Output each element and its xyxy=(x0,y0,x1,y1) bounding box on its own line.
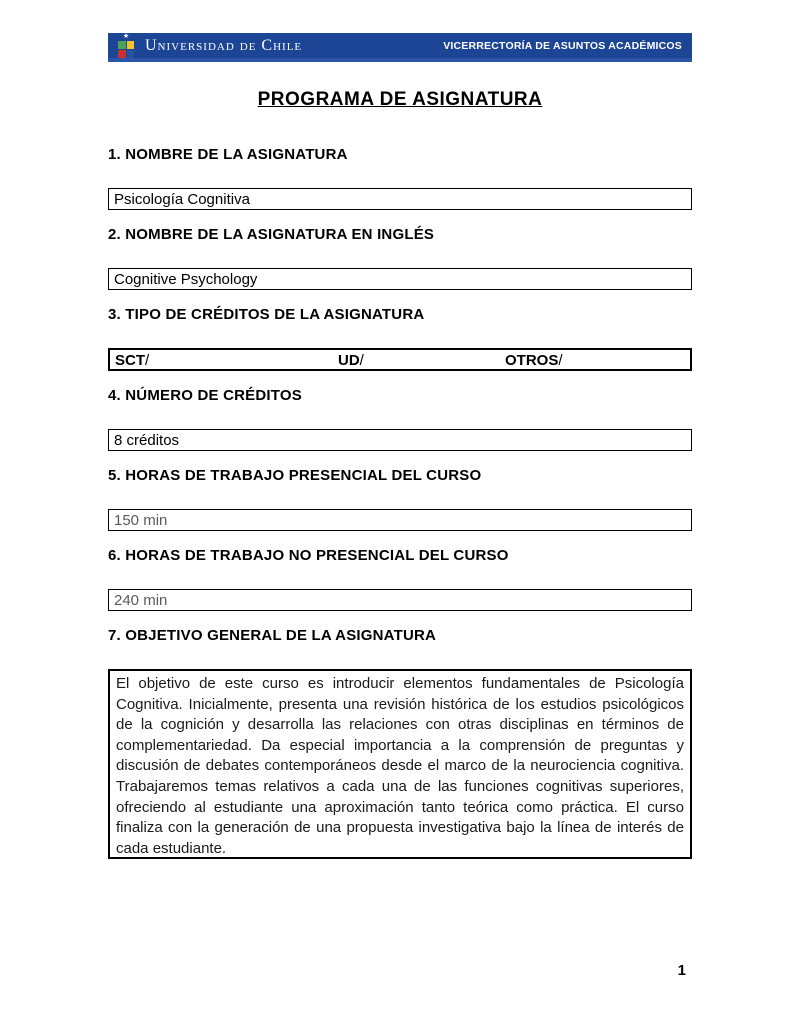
header-bar xyxy=(108,33,692,62)
section-7-heading: 7. OBJETIVO GENERAL DE LA ASIGNATURA xyxy=(108,627,437,644)
crest-quadrants-icon xyxy=(118,41,134,58)
page-number: 1 xyxy=(677,962,686,979)
page-content xyxy=(108,33,692,859)
section-3-heading: 3. TIPO DE CRÉDITOS DE LA ASIGNATURA xyxy=(108,306,425,323)
section-4-field: 8 créditos xyxy=(108,429,692,451)
credit-type-sct: SCT/ xyxy=(115,352,150,369)
credit-type-ud: UD/ xyxy=(338,352,364,369)
section-6-heading: 6. HORAS DE TRABAJO NO PRESENCIAL DEL CURSO xyxy=(108,547,509,564)
star-icon: ★ xyxy=(122,33,130,40)
section-2-heading: 2. NOMBRE DE LA ASIGNATURA EN INGLÉS xyxy=(108,226,435,243)
section-4-heading: 4. NÚMERO DE CRÉDITOS xyxy=(108,387,302,404)
section-7-field xyxy=(108,669,692,859)
section-2-field: Cognitive Psychology xyxy=(108,268,692,290)
section-1-heading: 1. NOMBRE DE LA ASIGNATURA xyxy=(108,146,348,163)
university-crest-icon xyxy=(115,32,137,60)
university-name: Universidad de Chile xyxy=(145,36,303,54)
objective-paragraph: El objetivo de este curso es introducir elementos fundamentales de Psicología Cognitiva. Inicialmente, presenta una revisión histórica de los estudios psicológicos de la cognición y desarrolla las relaciones con otras disciplinas en términos de complementariedad. Da especial importancia a la comprensión de preguntas y discusión de debates contemporáneos desde el marco de la neurociencia cognitiva. Trabajaremos temas relativos a cada una de las funciones cognitivas superiores, ofreciendo al estudiante una aproximación tanto teórica como práctica. El curso finaliza con la generación de una propuesta investigativa bajo la línea de interés de cada estudiante. xyxy=(116,675,684,857)
section-1-field: Psicología Cognitiva xyxy=(108,188,692,210)
section-3-credits-field xyxy=(108,348,692,371)
section-6-field: 240 min xyxy=(108,589,692,611)
document-title: PROGRAMA DE ASIGNATURA xyxy=(257,89,543,110)
credit-type-otros: OTROS/ xyxy=(505,352,563,369)
section-5-heading: 5. HORAS DE TRABAJO PRESENCIAL DEL CURSO xyxy=(108,467,482,484)
section-5-field: 150 min xyxy=(108,509,692,531)
department-name: VICERRECTORÍA DE ASUNTOS ACADÉMICOS xyxy=(443,39,682,52)
